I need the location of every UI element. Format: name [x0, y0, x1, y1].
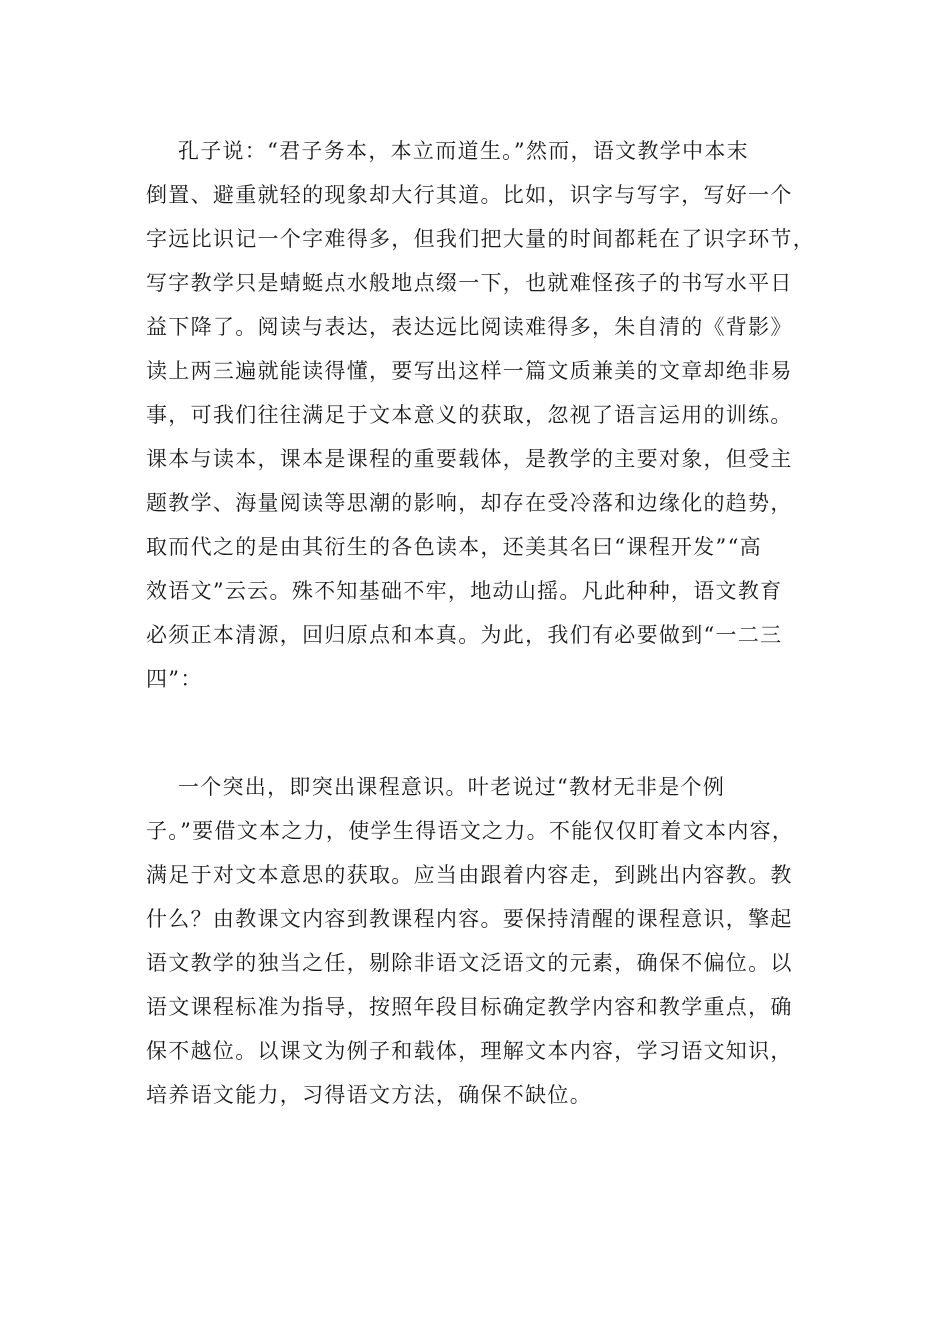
- paragraph-line: 课本与读本，课本是课程的重要载体，是教学的主要对象，但受主: [146, 447, 793, 471]
- paragraph-line: 取而代之的是由其衍生的各色读本，还美其名曰“课程开发”“高: [146, 535, 762, 559]
- paragraph-line: 一个突出，即突出课程意识。叶老说过“教材无非是个例: [146, 775, 726, 799]
- paragraph-line: 效语文”云云。殊不知基础不牢，地动山摇。凡此种种，语文教育: [146, 579, 783, 603]
- paragraph-line: 什么？由教课文内容到教课程内容。要保持清醒的课程意识，擎起: [146, 907, 793, 931]
- paragraph-line: 满足于对文本意思的获取。应当由跟着内容走，到跳出内容教。教: [146, 863, 793, 887]
- paragraph-line: 写字教学只是蜻蜓点水般地点缀一下，也就难怪孩子的书写水平日: [146, 271, 793, 295]
- paragraph-line: 读上两三遍就能读得懂，要写出这样一篇文质兼美的文章却绝非易: [146, 359, 793, 383]
- paragraph-line: 语文课程标准为指导，按照年段目标确定教学内容和教学重点，确: [146, 995, 793, 1019]
- paragraph-line: 倒置、避重就轻的现象却大行其道。比如，识字与写字，写好一个: [146, 183, 793, 207]
- paragraph-line: 子。”要借文本之力，使学生得语文之力。不能仅仅盯着文本内容，: [146, 819, 795, 843]
- paragraph-intro: [146, 129, 815, 701]
- paragraph-line: 事，可我们往往满足于文本意义的获取，忽视了语言运用的训练。: [146, 403, 793, 427]
- paragraph-line: 字远比识记一个字难得多，但我们把大量的时间都耗在了识字环节，: [146, 227, 815, 251]
- paragraph-line: 益下降了。阅读与表达，表达远比阅读难得多，朱自清的《背影》: [146, 315, 793, 339]
- paragraph-line: 保不越位。以课文为例子和载体，理解文本内容，学习语文知识，: [146, 1039, 793, 1063]
- paragraph-line: 题教学、海量阅读等思潮的影响，却存在受冷落和边缘化的趋势，: [146, 491, 793, 515]
- paragraph-line: 必须正本清源，回归原点和本真。为此，我们有必要做到“一二三: [146, 623, 783, 647]
- paragraph-line: 语文教学的独当之任，剔除非语文泛语文的元素，确保不偏位。以: [146, 951, 793, 975]
- paragraph-line: 培养语文能力，习得语文方法，确保不缺位。: [146, 1083, 592, 1107]
- paragraph-curriculum-awareness: [146, 765, 806, 1117]
- paragraph-line: 孔子说：“君子务本，本立而道生。”然而，语文教学中本末: [146, 139, 749, 163]
- paragraph-line: 四”：: [146, 667, 203, 691]
